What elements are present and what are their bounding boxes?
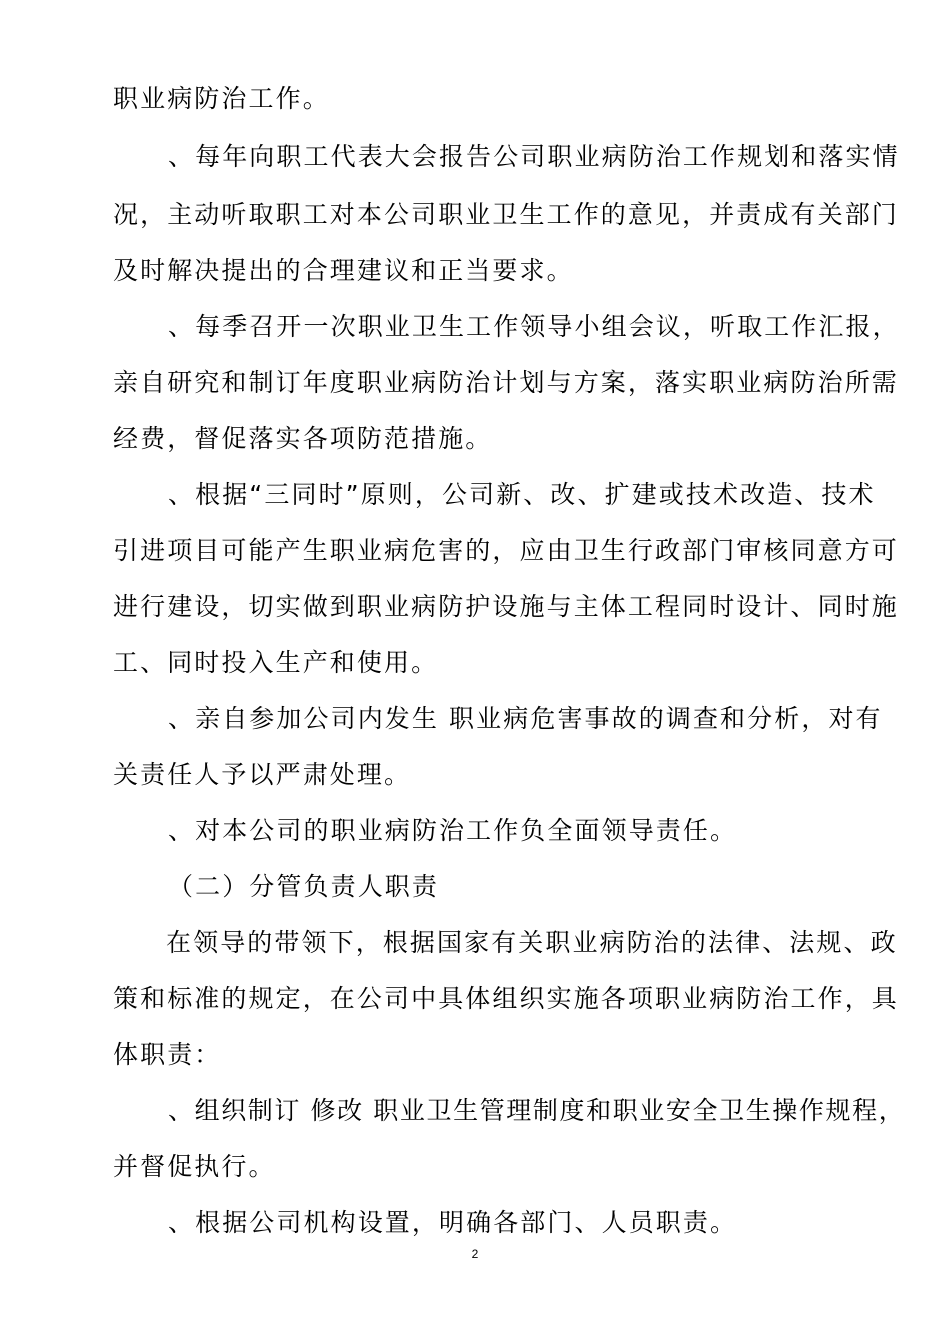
text-line: 、亲自参加公司内发生 职业病危害事故的调查和分析，对有 <box>168 704 883 733</box>
text-line: 经费，督促落实各项防范措施。 <box>113 424 493 453</box>
section-heading: （二）分管负责人职责 <box>168 872 440 901</box>
text-line: 、每年向职工代表大会报告公司职业病防治工作规划和落实情 <box>168 142 900 171</box>
text-line: 况，主动听取职工对本公司职业卫生工作的意见，并责成有关部门 <box>113 200 899 229</box>
text-line: 策和标准的规定，在公司中具体组织实施各项职业病防治工作，具 <box>113 984 899 1013</box>
text-line: 在领导的带领下，根据国家有关职业病防治的法律、法规、政 <box>166 928 898 957</box>
text-line: 职业病防治工作。 <box>113 84 330 113</box>
text-line: 引进项目可能产生职业病危害的，应由卫生行政部门审核同意方可 <box>113 536 899 565</box>
text-line: 体职责： <box>113 1040 222 1069</box>
text-line: 亲自研究和制订年度职业病防治计划与方案，落实职业病防治所需 <box>113 368 899 397</box>
text-line: 、对本公司的职业病防治工作负全面领导责任。 <box>168 816 738 845</box>
text-line: 工、同时投入生产和使用。 <box>113 648 439 677</box>
text-line: 、根据“三同时”原则，公司新、改、扩建或技术改造、技术 <box>168 480 876 509</box>
text-line: 、每季召开一次职业卫生工作领导小组会议，听取工作汇报， <box>168 312 900 341</box>
text-line: 并督促执行。 <box>113 1152 276 1181</box>
text-line: 进行建设，切实做到职业病防护设施与主体工程同时设计、同时施 <box>113 592 899 621</box>
text-line: 及时解决提出的合理建议和正当要求。 <box>113 256 574 285</box>
page-number: 2 <box>471 1247 479 1261</box>
text-line: 关责任人予以严肃处理。 <box>113 760 412 789</box>
text-line: 、组织制订 修改 职业卫生管理制度和职业安全卫生操作规程， <box>168 1096 906 1125</box>
text-line: 、根据公司机构设置，明确各部门、人员职责。 <box>168 1208 738 1237</box>
